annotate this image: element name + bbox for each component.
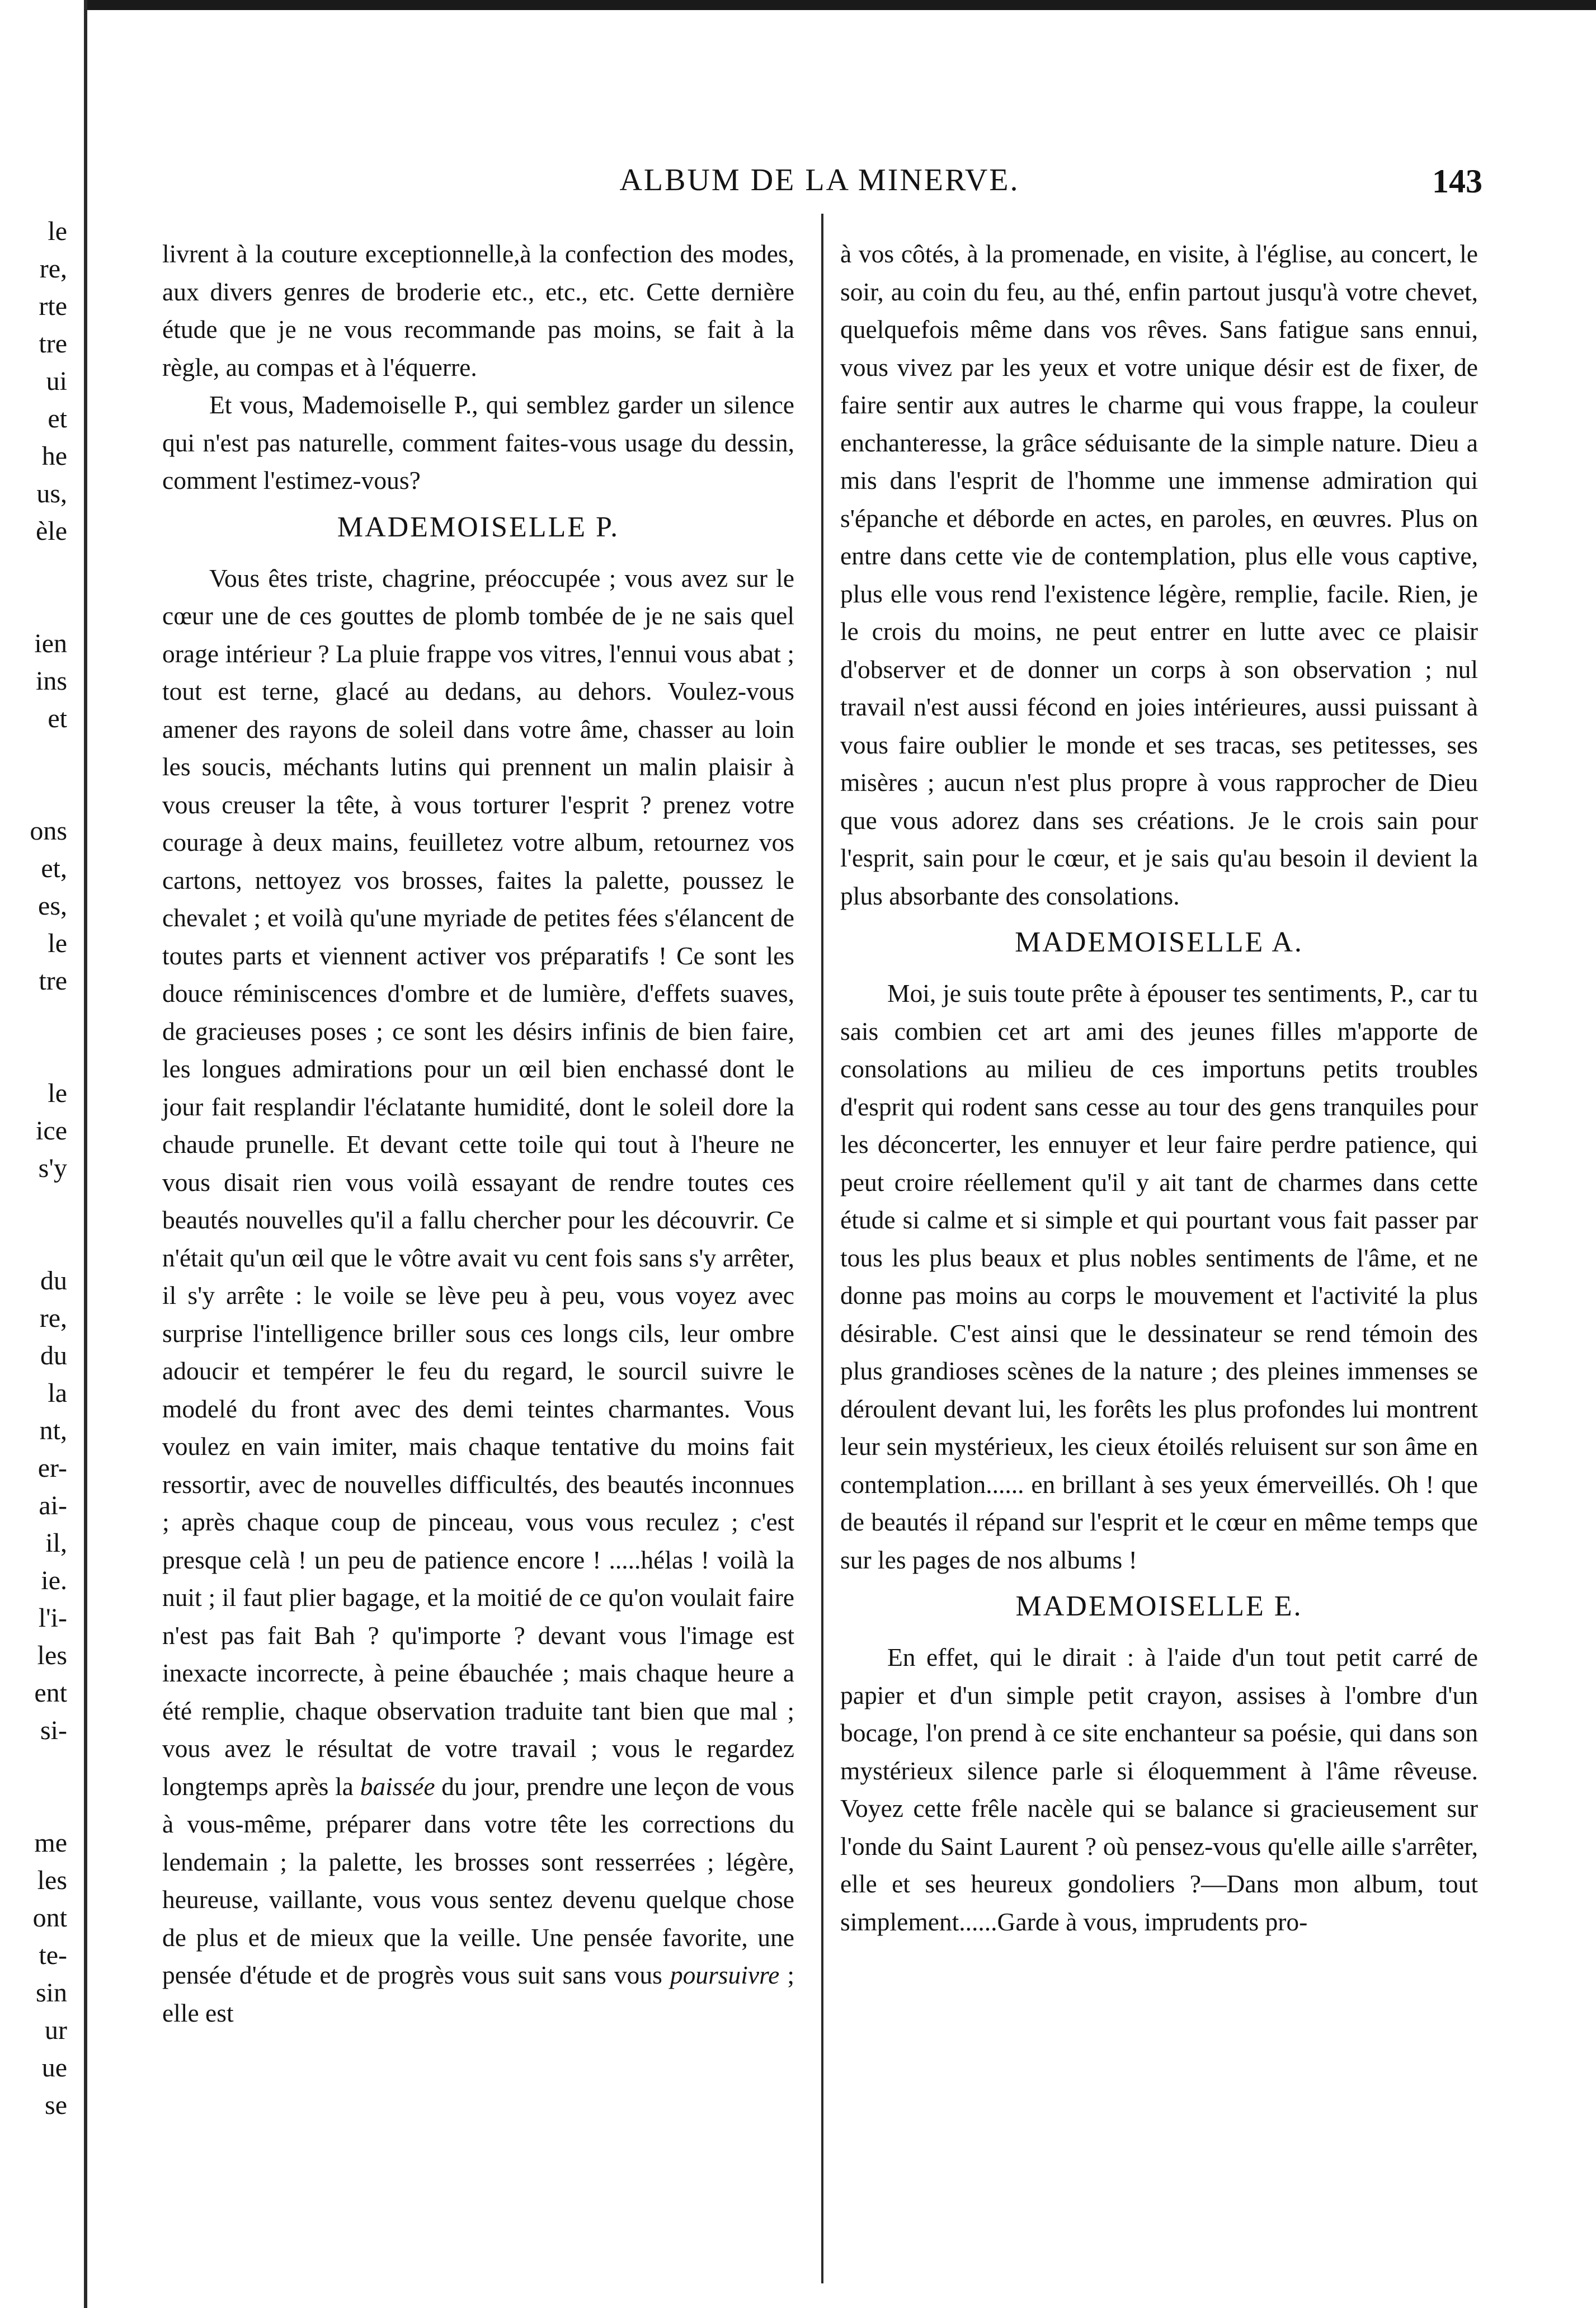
margin-fragment: ent	[34, 1678, 67, 1708]
margin-fragment: se	[45, 2090, 67, 2120]
adjacent-page-fragments	[0, 213, 67, 2124]
margin-fragment	[0, 1749, 67, 1787]
margin-fragment: du	[40, 1266, 67, 1296]
margin-fragment	[0, 775, 67, 812]
margin-fragment: il,	[45, 1528, 67, 1558]
margin-fragment	[0, 587, 67, 625]
margin-fragment	[0, 1224, 67, 1262]
margin-fragment: le	[48, 216, 67, 246]
margin-fragment: la	[48, 1378, 67, 1408]
margin-fragment: re,	[39, 1303, 67, 1333]
paragraph	[162, 559, 794, 2032]
binding-edge-rule	[84, 0, 87, 2308]
margin-fragment: ice	[36, 1116, 67, 1146]
margin-fragment: èle	[36, 516, 67, 546]
margin-fragment: ie.	[41, 1566, 67, 1595]
margin-fragment: es,	[38, 891, 67, 921]
margin-fragment: les	[37, 1866, 67, 1895]
margin-fragment: us,	[36, 479, 67, 508]
margin-fragment: les	[37, 1641, 67, 1670]
margin-fragment: ur	[45, 2015, 67, 2045]
paragraph: Moi, je suis toute prête à épouser tes sentiments, P., car tu sais combien cet art ami des jeunes filles m'apporte de consolations au milieu de ces importuns petits troubles d'esprit qui rodent sans cesse au tour des gens tranquiles pour les déconcerter, les ennuyer et leur faire perdre patience, qui peut croire réellement qu'il y ait tant de charmes dans cette étude si calme et si simple et qui pourtant vous fait passer par tous les plus beaux et plus nobles sentiments de l'âme, et ne donne pas moins au corps le mouvement et l'activité la plus désirable. C'est ainsi que le dessinateur se rend témoin des plus grandioses scènes de la nature ; des pleines immenses se déroulent devant lui, les forêts les plus profondes lui montrent leur sein mystérieux, les cieux étoilés reluisent sur son âme en contemplation...... en brillant à ses yeux émerveillés. Oh ! que de beautés il répand sur l'esprit et le cœur en même temps que sur les pages de nos albums !	[840, 979, 1478, 1574]
paragraph-text: du jour, prendre une leçon de vous à vous-même, préparer dans votre tête les corrections du lendemain ; la palette, les brosses sont resserrées ; légère, heureuse, vaillante, vous vous sentez devenu quelque chose de plus et de mieux que la veille. Une pensée favorite, une pensée d'étude et de progrès vous suit sans vous	[162, 1772, 794, 1989]
margin-fragment	[0, 1037, 67, 1075]
margin-fragment: he	[41, 441, 67, 471]
section-heading: MADEMOISELLE A.	[1015, 926, 1303, 958]
margin-fragment: rte	[39, 291, 67, 321]
margin-fragment: sin	[35, 1978, 67, 2008]
margin-fragment: et	[48, 404, 67, 434]
margin-fragment: ien	[34, 629, 67, 658]
margin-fragment: te-	[39, 1940, 67, 1970]
page-header	[157, 162, 1482, 207]
margin-fragment: et,	[41, 854, 67, 883]
paragraph-text: ; elle est	[162, 1961, 794, 2027]
margin-fragment: ue	[41, 2053, 67, 2083]
section-heading: MADEMOISELLE P.	[337, 511, 620, 543]
margin-fragment: et	[48, 704, 67, 733]
margin-fragment: le	[48, 1078, 67, 1108]
column-divider	[821, 214, 823, 2283]
margin-fragment: me	[34, 1828, 67, 1858]
paragraph: livrent à la couture exceptionnelle,à la confection des modes, aux divers genres de broderie etc., etc., etc. Cette dernière étude que je ne vous recommande pas moins, se fait à la règle, au compas et à l'équerre.	[162, 239, 794, 381]
margin-fragment: ons	[30, 816, 67, 846]
margin-fragment: le	[48, 929, 67, 958]
margin-fragment: ai-	[39, 1491, 67, 1520]
margin-fragment: ins	[35, 666, 67, 696]
top-page-rule	[84, 0, 1596, 10]
margin-fragment: ui	[46, 366, 67, 396]
running-title: ALBUM DE LA MINERVE.	[619, 163, 1020, 197]
margin-fragment: l'i-	[38, 1603, 67, 1633]
paragraph-text: Vous êtes triste, chagrine, préoccupée ; vous avez sur le cœur une de ces gouttes de plomb tombée de je ne sais quel orage intérieur ? La pluie frappe vos vitres, l'ennui vous abat ; tout est terne, glacé au dedans, au dehors. Voulez-vous amener des rayons de soleil dans votre âme, chasser au loin les soucis, méchants lutins qui prennent un malin plaisir à vous creuser la tête, à vous torturer l'esprit ? prenez votre courage à deux mains, feuilletez votre album, retournez vos cartons, nettoyez vos brosses, faites la palette, poussez le chevalet ; et voilà qu'une myriade de petites fées s'élancent de toutes parts et viennent activer vos préparatifs ! Ce sont les douce réminiscences d'ombre et de lumière, d'effets suaves, de gracieuses poses ; ce sont les désirs infinis de bien faire, les longues admirations pour un œil bien enchassé dont le jour fait resplandir l'éclatante humidité, dont le soleil dore la chaude prunelle. Et devant cette toile qui tout à l'heure ne vous disait rien vous voilà essayant de rendre toutes ces beautés nouvelles qu'il a fallu chercher pour les découvrir. Ce n'était qu'un œil que le vôtre avait vu cent fois sans s'y arrêter, il s'y arrête : le voile se lève peu à peu, vous voyez avec surprise l'intelligence briller sous ces longs cils, leur ombre adoucir et tempérer le feu du regard, le sourcil suivre le modelé du front avec des demi teintes charmantes. Vous voulez en vain imiter, mais chaque tentative du moins fait ressortir, avec de nouvelles difficultés, des beautés inconnues ; après chaque coup de pinceau, vous vous reculez ; c'est presque celà ! un peu de patience encore ! .....hélas ! voilà la nuit ; il faut plier bagage, et la moitié de ce qu'on voulait faire n'est pas fait Bah ? qu'importe ? devant vous l'image est inexacte incorrecte, à peine ébauchée ; mais chaque heure a été remplie, chaque observation traduite tant bien que mal ; vous avez le résultat de votre travail ; vous le regardez longtemps après la	[162, 563, 794, 1801]
italic-text: baissée	[360, 1772, 435, 1801]
paragraph: Et vous, Mademoiselle P., qui semblez garder un silence qui n'est pas naturelle, comment faites-vous usage du dessin, comment l'estimez-vous?	[162, 390, 794, 494]
italic-text: poursuivre	[670, 1961, 780, 1989]
paragraph: à vos côtés, à la promenade, en visite, à l'église, au concert, le soir, au coin du feu, au thé, enfin partout jusqu'à votre chevet, quelquefois même dans vos rêves. Sans fatigue sans ennui, vous vivez par les yeux et votre unique désir est de fixer, de faire sentir aux autres le charme qui vous frappe, la couleur enchanteresse, la grâce séduisante de la simple nature. Dieu a mis dans l'esprit de l'homme une immense admiration qui s'épanche et déborde en actes, en paroles, en œuvres. Plus on entre dans cette vie de contemplation, plus elle vous captive, plus elle vous rend l'existence légère, remplie, facile. Rien, je le crois du moins, ne peut entrer en lutte avec ce plaisir d'observer et de donner un corps à son observation ; nul travail n'est aussi fécond en joies intérieures, aussi puissant à vous faire oublier le monde et ses tracas, ses petitesses, ses misères ; aucun n'est plus propre à vous rapprocher de Dieu que vous adorez dans ses créations. Je le crois sain pour l'esprit, sain pour le cœur, et je sais qu'au besoin il devient la plus absorbante des consolations.	[840, 239, 1478, 910]
margin-fragment: nt,	[39, 1416, 67, 1445]
margin-fragment: er-	[37, 1453, 67, 1483]
margin-fragment	[0, 737, 67, 775]
page-number: 143	[1432, 163, 1482, 200]
right-column	[840, 235, 1478, 1940]
left-column	[162, 235, 794, 2032]
margin-fragment: tre	[39, 966, 67, 996]
margin-fragment	[0, 1000, 67, 1037]
paragraph: En effet, qui le dirait : à l'aide d'un tout petit carré de papier et d'un simple petit crayon, assises à l'ombre d'un bocage, l'on prend à ce site enchanteur sa poésie, qui dans son mystérieux silence parle si éloquemment à l'âme rêveuse. Voyez cette frêle nacèle qui se balance si gracieusement sur l'onde du Saint Laurent ? où pensez-vous qu'elle aille s'arrêter, elle et ses heureux gondoliers ?—Dans mon album, tout simplement......Garde à vous, imprudents pro-	[840, 1643, 1478, 1936]
margin-fragment: tre	[39, 329, 67, 359]
margin-fragment: ont	[32, 1903, 67, 1933]
margin-fragment: re,	[39, 254, 67, 284]
section-heading: MADEMOISELLE E.	[1015, 1590, 1303, 1622]
margin-fragment: si-	[40, 1716, 67, 1745]
margin-fragment: du	[40, 1341, 67, 1370]
margin-fragment	[0, 1187, 67, 1224]
margin-fragment	[0, 1787, 67, 1824]
margin-fragment	[0, 550, 67, 587]
margin-fragment: s'y	[38, 1153, 67, 1183]
